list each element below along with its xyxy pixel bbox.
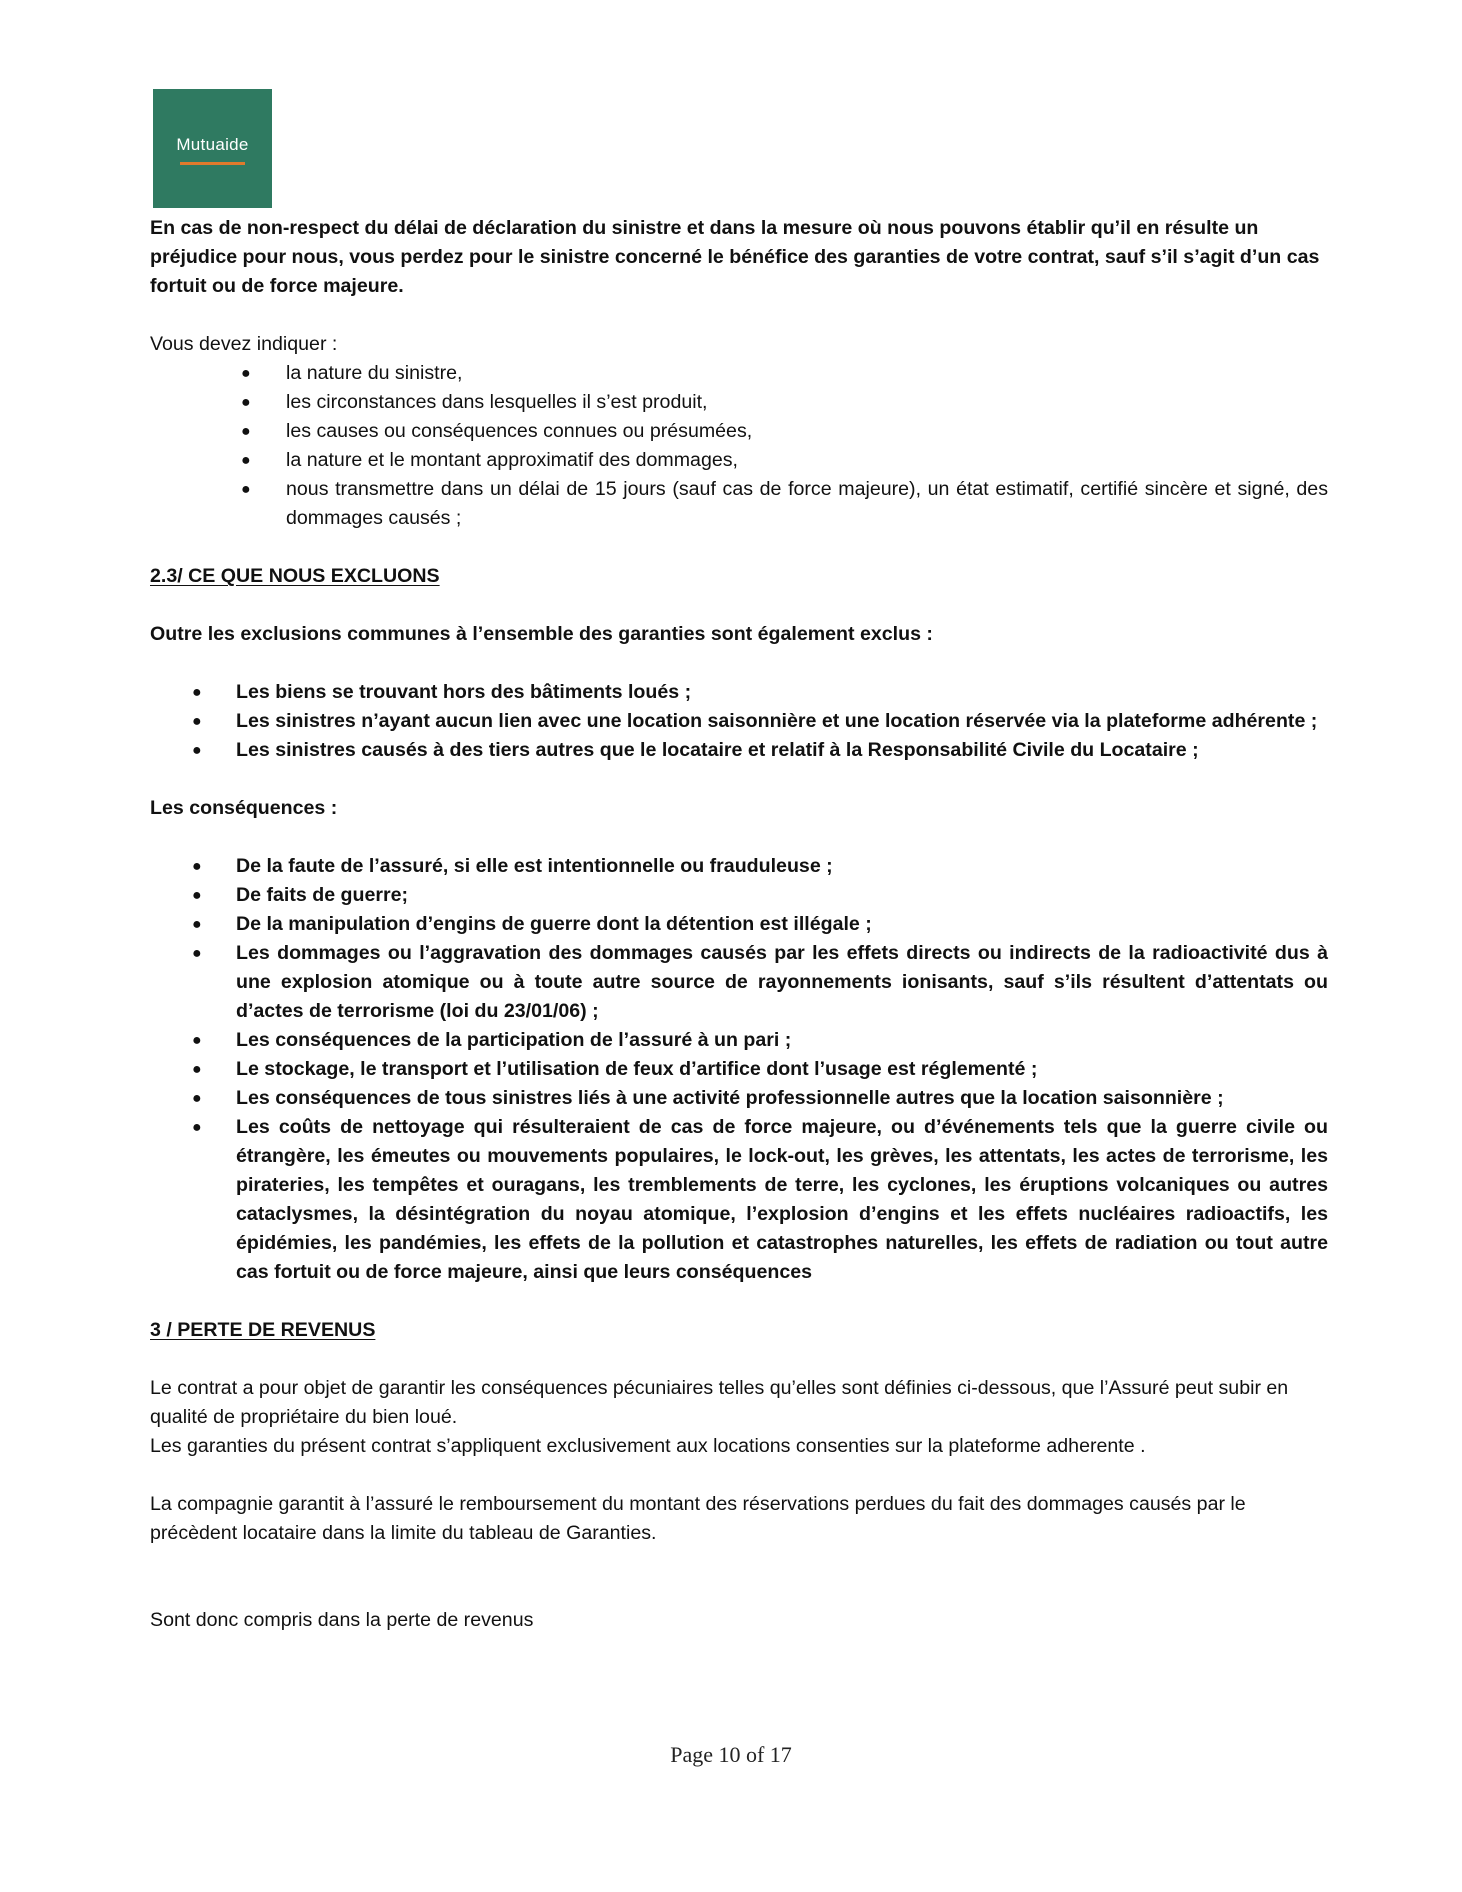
consequences-list — [150, 852, 1328, 1287]
logo-underline — [180, 162, 245, 165]
consequences-intro: Les conséquences : — [150, 797, 338, 819]
paragraph: Le contrat a pour objet de garantir les conséquences pécuniaires telles qu’elles sont définies ci-dessous, que l’Assuré peut subir en qualité de propriétaire du bien loué. — [150, 1377, 1289, 1428]
paragraph: Les garanties du présent contrat s’appliquent exclusivement aux locations consenties sur la plateforme adherente . — [150, 1435, 1146, 1457]
section-heading-2-3: 2.3/ CE QUE NOUS EXCLUONS — [150, 565, 440, 587]
list-item: ● De faits de guerre; — [150, 881, 1328, 910]
paragraph: La compagnie garantit à l’assuré le remboursement du montant des réservations perdues du fait des dommages causés par le précèdent locataire dans la limite du tableau de Garanties. — [150, 1493, 1246, 1544]
paragraph: Sont donc compris dans la perte de revenus — [150, 1609, 534, 1631]
page-number: Page 10 of 17 — [670, 1742, 792, 1767]
exclusions-intro: Outre les exclusions communes à l’ensemble des garanties sont également exclus : — [150, 623, 933, 645]
indicate-list — [150, 359, 1328, 533]
list-item: ● Les sinistres causés à des tiers autres que le locataire et relatif à la Responsabilité Civile du Locataire ; — [150, 736, 1328, 765]
document-body — [150, 214, 1328, 1635]
list-item: ● Les coûts de nettoyage qui résulteraient de cas de force majeure, ou d’événements tels que la guerre civile ou étrangère, les émeutes ou mouvements populaires, le lock-out, les grèves, les attentats, les actes de terrorisme, les pirateries, les tempêtes et ouragans, les tremblements de terre, les cyclones, les éruptions volcaniques ou autres cataclysmes, la désintégration du noyau atomique, l’explosion d’engins et les effets nucléaires radioactifs, les épidémies, les pandémies, les effets de la pollution et catastrophes naturelles, les effets de radiation ou tout autre cas fortuit ou de force majeure, ainsi que leurs conséquences — [150, 1113, 1328, 1287]
list-item: ● les causes ou conséquences connues ou présumées, — [150, 417, 1328, 446]
list-item: ● la nature et le montant approximatif des dommages, — [150, 446, 1328, 475]
mutuaide-logo — [153, 89, 272, 208]
list-item: ● Le stockage, le transport et l’utilisation de feux d’artifice dont l’usage est réglementé ; — [150, 1055, 1328, 1084]
list-item: ● De la manipulation d’engins de guerre dont la détention est illégale ; — [150, 910, 1328, 939]
list-item: ● Les conséquences de la participation de l’assuré à un pari ; — [150, 1026, 1328, 1055]
list-item: ● Les biens se trouvant hors des bâtiments loués ; — [150, 678, 1328, 707]
intro-paragraph: En cas de non-respect du délai de déclaration du sinistre et dans la mesure où nous pouvons établir qu’il en résulte un préjudice pour nous, vous perdez pour le sinistre concerné le bénéfice des garanties de votre contrat, sauf s’il s’agit d’un cas fortuit ou de force majeure. — [150, 217, 1320, 297]
list-item: ● Les sinistres n’ayant aucun lien avec une location saisonnière et une location réservée via la plateforme adhérente ; — [150, 707, 1328, 736]
list-item: ● Les conséquences de tous sinistres liés à une activité professionnelle autres que la location saisonnière ; — [150, 1084, 1328, 1113]
section-heading-3: 3 / PERTE DE REVENUS — [150, 1319, 376, 1341]
list-item: ● De la faute de l’assuré, si elle est intentionnelle ou frauduleuse ; — [150, 852, 1328, 881]
indicate-intro: Vous devez indiquer : — [150, 333, 338, 355]
exclusions-list — [150, 678, 1328, 765]
list-item: ● nous transmettre dans un délai de 15 jours (sauf cas de force majeure), un état estimatif, certifié sincère et signé, des dommages causés ; — [150, 475, 1328, 533]
logo-text: Mutuaide — [176, 135, 249, 154]
list-item: ● Les dommages ou l’aggravation des dommages causés par les effets directs ou indirects de la radioactivité dus à une explosion atomique ou à toute autre source de rayonnements ionisants, sauf s’ils résultent d’attentats ou d’actes de terrorisme (loi du 23/01/06) ; — [150, 939, 1328, 1026]
list-item: ● les circonstances dans lesquelles il s’est produit, — [150, 388, 1328, 417]
list-item: ● la nature du sinistre, — [150, 359, 1328, 388]
